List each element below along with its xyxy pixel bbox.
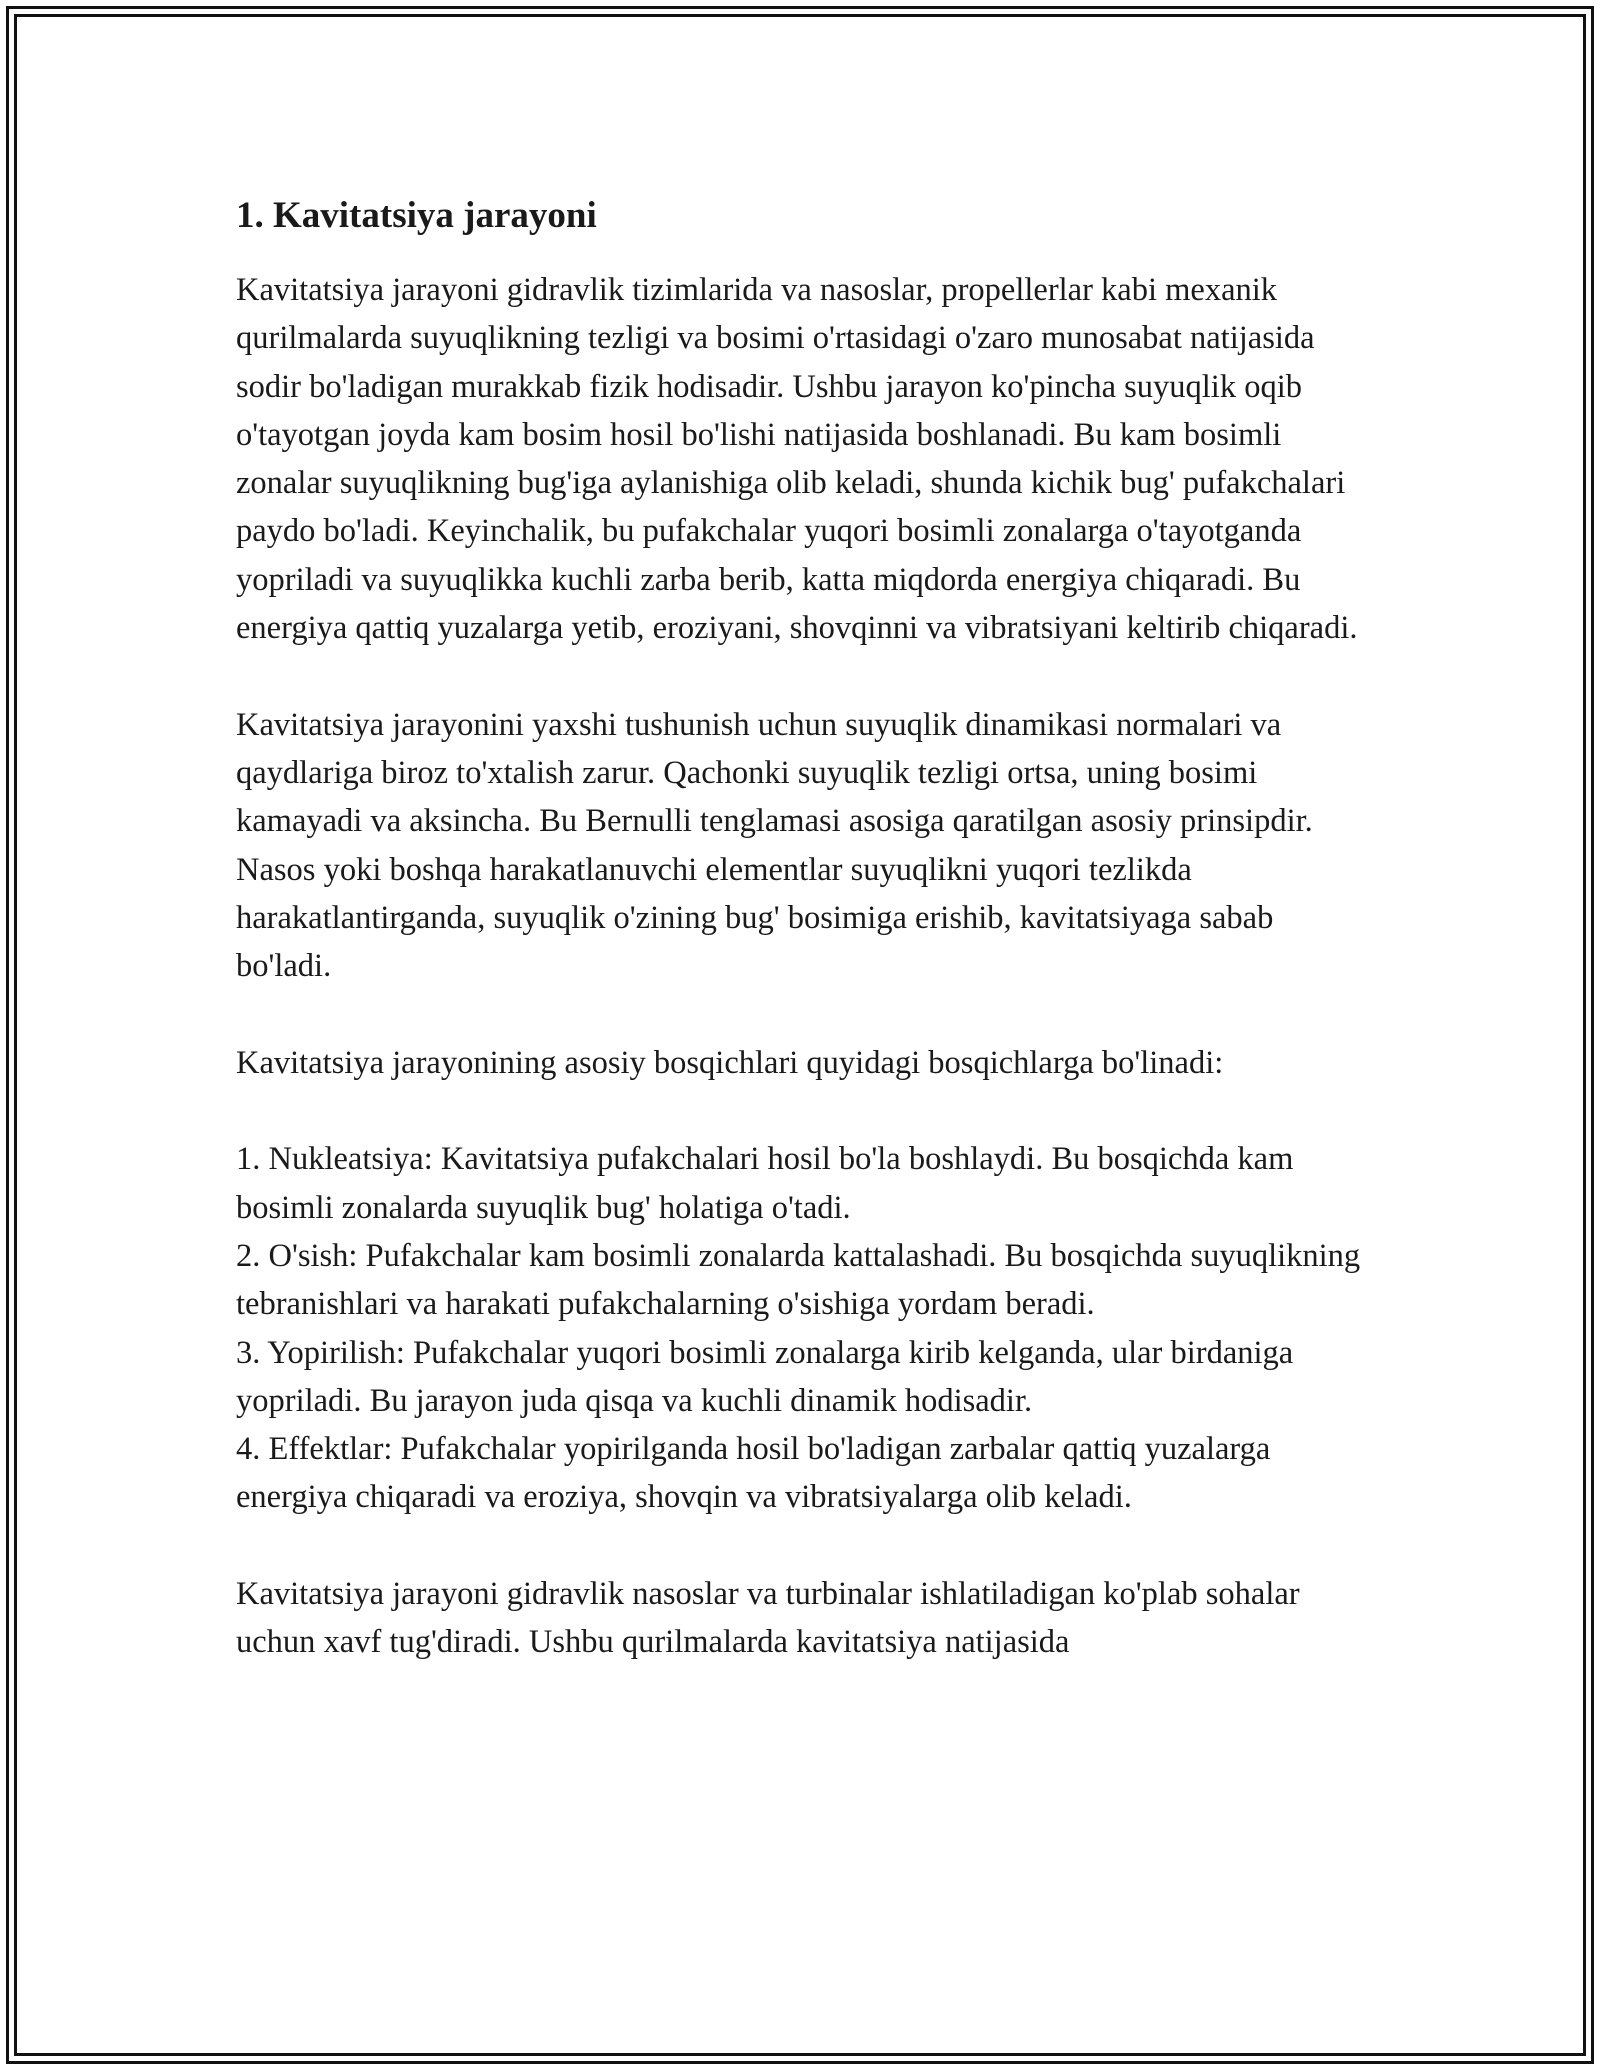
paragraph-dynamics: Kavitatsiya jarayonini yaxshi tushunish uchun suyuqlik dinamikasi normalari va qaydlariga biroz to'xtalish zarur. Qachonki suyuqlik tezligi ortsa, uning bosimi kamayadi va aksincha. Bu Bernulli tenglamasi asosiga qaratilgan asosiy prinsipdir. Nasos yoki boshqa harakatlanuvchi elementlar suyuqlikni yuqori tezlikda harakatlantirganda, suyuqlik o'zining bug' bosimiga erishib, kavitatsiyaga sabab bo'ladi. bbox=[236, 706, 1313, 985]
paragraph-stages-intro: Kavitatsiya jarayonining asosiy bosqichlari quyidagi bosqichlarga bo'linadi: bbox=[236, 1044, 1224, 1081]
stage-item-effects: 4. Effektlar: Pufakchalar yopirilganda hosil bo'ladigan zarbalar qattiq yuzalarga energiya chiqaradi va eroziya, shovqin va vibratsiyalarga olib keladi. bbox=[236, 1431, 1271, 1516]
stage-item-nucleation: 1. Nukleatsiya: Kavitatsiya pufakchalari hosil bo'la boshlaydi. Bu bosqichda kam bosimli zonalarda suyuqlik bug' holatiga o'tadi. bbox=[236, 1141, 1294, 1226]
document-body bbox=[236, 188, 1366, 1715]
paragraph-risks: Kavitatsiya jarayoni gidravlik nasoslar va turbinalar ishlatiladigan ko'plab sohalar uchun xavf tug'diradi. Ushbu qurilmalarda kavitatsiya natijasida bbox=[236, 1576, 1300, 1661]
paragraph-intro: Kavitatsiya jarayoni gidravlik tizimlarida va nasoslar, propellerlar kabi mexanik qurilmalarda suyuqlikning tezligi va bosimi o'rtasidagi o'zaro munosabat natijasida sodir bo'ladigan murakkab fizik hodisadir. Ushbu jarayon ko'pincha suyuqlik oqib o'tayotgan joyda kam bosim hosil bo'lishi natijasida boshlanadi. Bu kam bosimli zonalar suyuqlikning bug'iga aylanishiga olib keladi, shunda kichik bug' pufakchalari paydo bo'ladi. Keyinchalik, bu pufakchalar yuqori bosimli zonalarga o'tayotganda yopriladi va suyuqlikka kuchli zarba berib, katta miqdorda energiya chiqaradi. Bu energiya qattiq yuzalarga yetib, eroziyani, shovqinni va vibratsiyani keltirib chiqaradi. bbox=[236, 272, 1358, 647]
stage-item-collapse: 3. Yopirilish: Pufakchalar yuqori bosimli zonalarga kirib kelganda, ular birdaniga yopriladi. Bu jarayon juda qisqa va kuchli dinamik hodisadir. bbox=[236, 1334, 1294, 1419]
stage-item-growth: 2. O'sish: Pufakchalar kam bosimli zonalarda kattalashadi. Bu bosqichda suyuqlikning tebranishlari va harakati pufakchalarning o'sishiga yordam beradi. bbox=[236, 1237, 1361, 1323]
stages-list bbox=[236, 1135, 1366, 1521]
section-title: 1. Kavitatsiya jarayoni bbox=[236, 195, 597, 236]
